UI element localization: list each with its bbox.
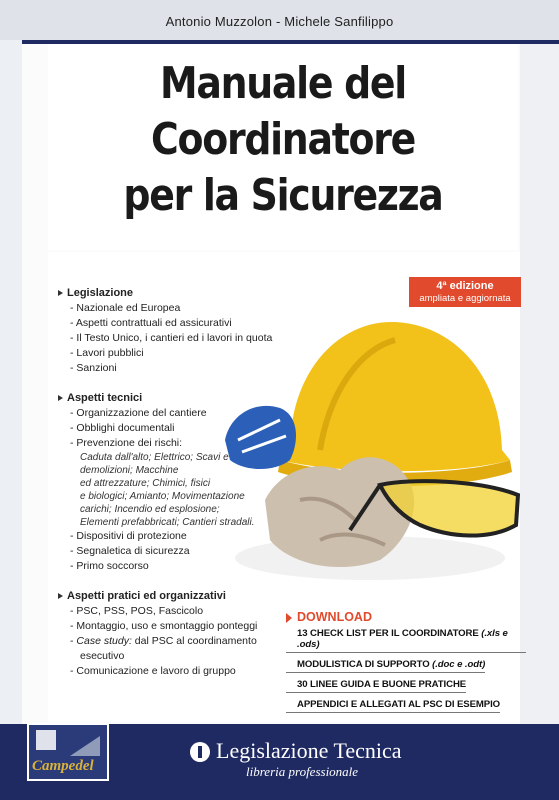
book-title bbox=[81, 56, 485, 224]
title-line-3: per la Sicurezza bbox=[123, 170, 443, 221]
list-item: - Comunicazione e lavoro di gruppo bbox=[70, 665, 236, 677]
download-item: MODULISTICA DI SUPPORTO (.doc e .odt) bbox=[286, 659, 485, 673]
risk-subitem: e biologici; Amianto; Movimentazione bbox=[80, 491, 245, 502]
list-item: - Segnaletica di sicurezza bbox=[70, 545, 190, 557]
risk-subitem: Elementi prefabbricati; Cantieri stradali. bbox=[80, 517, 255, 528]
list-item: - Prevenzione dei rischi: bbox=[70, 437, 183, 449]
section-legislazione bbox=[60, 286, 310, 376]
download-heading: DOWNLOAD bbox=[297, 610, 372, 624]
list-item-continuation: esecutivo bbox=[80, 650, 125, 662]
publisher-subtitle: libreria professionale bbox=[246, 764, 359, 779]
left-strip bbox=[0, 40, 22, 740]
list-item: - Nazionale ed Europea bbox=[70, 302, 181, 314]
stamp-label: Campedel bbox=[32, 758, 94, 774]
section-heading: Aspetti pratici ed organizzativi bbox=[67, 590, 226, 602]
list-item-case-study bbox=[60, 634, 310, 649]
list-item: - Montaggio, uso e smontaggio ponteggi bbox=[70, 620, 258, 632]
section-aspetti-tecnici bbox=[60, 391, 310, 574]
risk-subitem: Caduta dall'alto; Elettrico; Scavi e bbox=[80, 452, 229, 463]
list-item: - Primo soccorso bbox=[70, 560, 149, 572]
risk-subitem: carichi; Incendio ed esplosione; bbox=[80, 504, 220, 515]
list-item: - Dispositivi di protezione bbox=[70, 530, 187, 542]
download-arrow-icon bbox=[286, 613, 292, 623]
title-line-2: Coordinatore bbox=[151, 114, 415, 165]
title-line-1: Manuale del bbox=[160, 58, 406, 109]
edition-note: ampliata e aggiornata bbox=[419, 293, 511, 304]
risk-subitem: ed attrezzature; Chimici, fisici bbox=[80, 478, 211, 489]
list-item: - Il Testo Unico, i cantieri ed i lavori in quota bbox=[70, 332, 273, 344]
list-item: - Lavori pubblici bbox=[70, 347, 144, 359]
edition-number: 4ª edizione bbox=[436, 280, 494, 292]
case-study-text: dal PSC al coordinamento bbox=[131, 635, 257, 647]
section-aspetti-pratici bbox=[60, 589, 310, 679]
download-box bbox=[286, 610, 526, 719]
bullet-triangle-icon bbox=[58, 593, 63, 599]
list-item: - Organizzazione del cantiere bbox=[70, 407, 207, 419]
bookstore-stamp bbox=[26, 720, 110, 784]
edition-badge bbox=[409, 277, 521, 307]
download-item: APPENDICI E ALLEGATI AL PSC DI ESEMPIO bbox=[286, 699, 500, 713]
download-item: 13 CHECK LIST PER IL COORDINATORE (.xls e .ods) bbox=[286, 628, 526, 653]
list-item: - Sanzioni bbox=[70, 362, 117, 374]
list-item: - PSC, PSS, POS, Fascicolo bbox=[70, 605, 204, 617]
list-item: - Obblighi documentali bbox=[70, 422, 175, 434]
contents-list bbox=[60, 286, 310, 694]
bullet-triangle-icon bbox=[58, 290, 63, 296]
download-item: 30 LINEE GUIDA E BUONE PRATICHE bbox=[286, 679, 466, 693]
helmet-icon bbox=[280, 322, 510, 471]
case-prefix: - bbox=[70, 635, 77, 647]
case-study-label: Case study: bbox=[76, 635, 132, 647]
section-heading: Aspetti tecnici bbox=[67, 392, 143, 404]
bullet-triangle-icon bbox=[58, 395, 63, 401]
risk-subitem: demolizioni; Macchine bbox=[80, 465, 179, 476]
authors: Antonio Muzzolon - Michele Sanfilippo bbox=[165, 14, 394, 29]
list-item: - Aspetti contrattuali ed assicurativi bbox=[70, 317, 232, 329]
section-heading: Legislazione bbox=[67, 287, 134, 299]
publisher-logo-icon bbox=[190, 742, 210, 762]
publisher-name: Legislazione Tecnica bbox=[216, 738, 402, 763]
